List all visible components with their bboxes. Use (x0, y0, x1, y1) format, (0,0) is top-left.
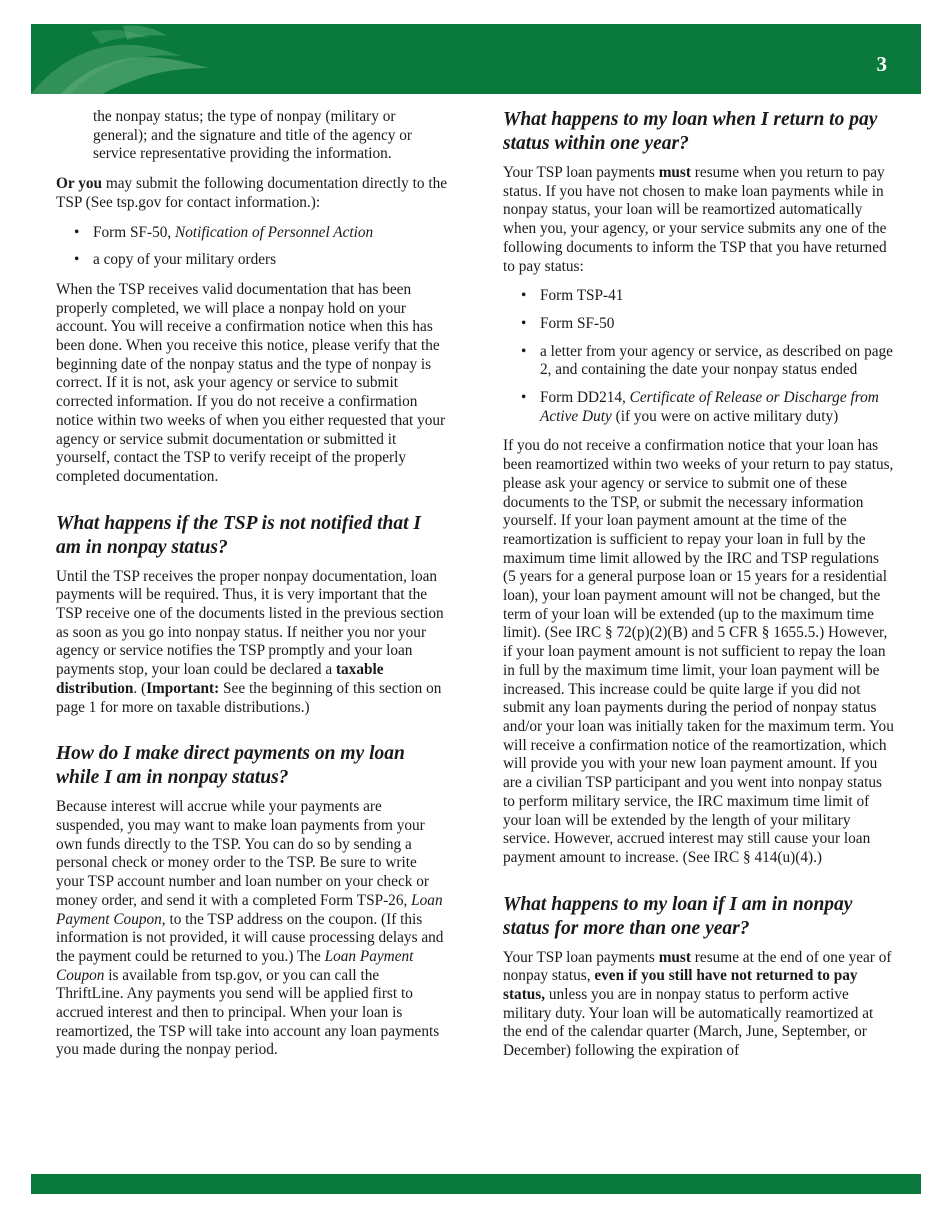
taxable-distribution-term: taxable distribution (56, 661, 384, 697)
documentation-list (56, 224, 448, 270)
page-number: 3 (876, 52, 887, 76)
list-item (503, 343, 895, 380)
footer-bar (31, 1174, 921, 1194)
list-item-text: Form SF-50, (93, 223, 176, 241)
heading-more-than-one-year: What happens to my loan if I am in nonpay status for more than one year? (503, 893, 853, 939)
when-tsp-receives-paragraph: When the TSP receives valid documentation that has been properly completed, we will place a nonpay hold on your account. You will receive a confirmation notice when this has been done. When you receive this notice, please verify that the beginning date of the nonpay status and the type of nonpay is correct. If it is not, ask your agency or service to submit corrected information. If you do not receive a confirmation notice within two weeks of when you either requested that your agency or service submit documentation or submitted it yourself, contact the TSP to verify receipt of the properly completed documentation. (56, 280, 446, 485)
list-item-text: (if you were on active military duty) (611, 407, 839, 425)
list-item-text: Form SF-50 (540, 314, 615, 332)
heading-return-to-pay: What happens to my loan when I return to pay status within one year? (503, 109, 878, 154)
must-emphasis: must (658, 948, 691, 966)
text-run: , to the TSP address on the coupon. (If this information is not provided, it will cause processing delays and the payment could be returned to you.) The (56, 910, 444, 965)
list-item-title: Notification of Personnel Action (175, 223, 374, 241)
text-run: . ( (133, 679, 147, 697)
or-you-bold: Or you (56, 175, 103, 193)
heading-direct-payments: How do I make direct payments on my loan while I am in nonpay status? (56, 743, 405, 789)
list-item (503, 315, 895, 334)
list-item (503, 287, 895, 306)
return-documents-list (503, 287, 895, 426)
list-item (503, 389, 895, 426)
must-emphasis: must (658, 164, 691, 181)
text-run: unless you are in nonpay status to perform active military duty. Your loan will be automatically reamortized at the end of the calendar quarter (March, June, September, or December) following the expiration of (503, 986, 874, 1060)
eagle-wing-logo-icon (31, 24, 231, 94)
text-run: Your TSP loan payments (503, 948, 659, 966)
text-run: See the beginning of this section on page 1 for more on taxable distributions.) (56, 679, 442, 716)
text-run: resume when you return to pay status. If you have not chosen to make loan payments while in nonpay status, your loan will be reamortized automatically when you, your agency, or your service submits any one of the following documents to inform the TSP that you have returned to pay status: (503, 164, 887, 275)
end-of-year-paragraph (503, 949, 895, 1061)
important-label: Important: (146, 679, 220, 697)
form-title: Loan Payment Coupon (56, 947, 414, 984)
or-you-text: may submit the following documentation directly to the TSP (See tsp.gov for contact information.): (56, 175, 448, 211)
your-loan-paragraph (503, 164, 895, 276)
text-run: Your TSP loan payments (503, 164, 659, 181)
or-you-paragraph (56, 175, 448, 212)
still-not-returned-emphasis: even if you still have not returned to pay status, (503, 967, 858, 1004)
if-not-paragraph: If you do not receive a confirmation notice that your loan has been reamortized within two weeks of your return to pay status, please ask your agency or service to submit one of these documents to the TSP, or submit the necessary information yourself. If your loan payment amount at the time of the reamortization is sufficient to repay your loan in full by the maximum time limit allowed by the IRC and TSP regulations (5 years for a general purpose loan or 15 years for a residential loan), your loan payment amount will not be changed, but the term of your loan will be extended (up to the maximum time limit). (See IRC § 72(p)(2)(B) and 5 CFR § 1655.5.) However, if your loan payment amount is not sufficient to repay the loan in full by the maximum time limit, your loan payment will be increased. This increase could be quite large if you did not submit any loan payments during the period of nonpay status and/or your loan was initially taken for the maximum term. You will receive a confirmation notice of the reamortization, which will provide you with your new loan payment amount. If you are a civilian TSP participant and you went into nonpay status to perform military service, the IRC maximum time limit of your loan will be extended by the length of your military service. However, accrued interest may still cause your loan payment amount to increase. (See IRC § 414(u)(4).) (503, 437, 894, 866)
text-run: Until the TSP receives the proper nonpay documentation, loan payments will be required. Thus, it is very important that the TSP receive one of the documents listed in the previous section as soon as you go into nonpay status. If neither you nor your agency or service notifies the TSP promptly and your loan payments stop, your loan could be declared a (56, 567, 444, 679)
list-item (56, 251, 448, 270)
list-item (56, 224, 448, 243)
heading-not-notified: What happens if the TSP is not notified that I am in nonpay status? (56, 512, 421, 558)
form-title: Loan Payment Coupon (56, 891, 443, 928)
text-run: resume at the end of one year of nonpay status, (503, 948, 892, 985)
right-column (503, 108, 895, 1072)
text-run: is available from tsp.gov, or you can call the ThriftLine. Any payments you send will be applied first to accrued interest and then to principal. When your loan is reamortized, the TSP will take into account any loan payments you made during the nonpay period. (56, 966, 440, 1059)
text-run: Because interest will accrue while your payments are suspended, you may want to make loan payments from your own funds directly to the TSP. You can do so by sending a personal check or money order to the TSP. Be sure to write your TSP account number and loan number on your check or money order, and send it with a completed Form TSP-26, (56, 798, 429, 909)
list-item-title: Certificate of Release or Discharge from Active Duty (540, 389, 879, 425)
list-item-text: a copy of your military orders (93, 251, 277, 269)
list-item-text: Form TSP-41 (540, 287, 624, 305)
list-item-text: a letter from your agency or service, as described on page 2, and containing the date your nonpay status ended (540, 342, 893, 379)
left-column (56, 108, 448, 1071)
until-paragraph (56, 568, 448, 718)
header-bar (31, 24, 921, 94)
continued-paragraph: the nonpay status; the type of nonpay (military or general); and the signature and title of the agency or service representative providing the information. (93, 108, 412, 163)
because-paragraph (56, 798, 448, 1060)
list-item-text: Form DD214, (540, 389, 630, 407)
